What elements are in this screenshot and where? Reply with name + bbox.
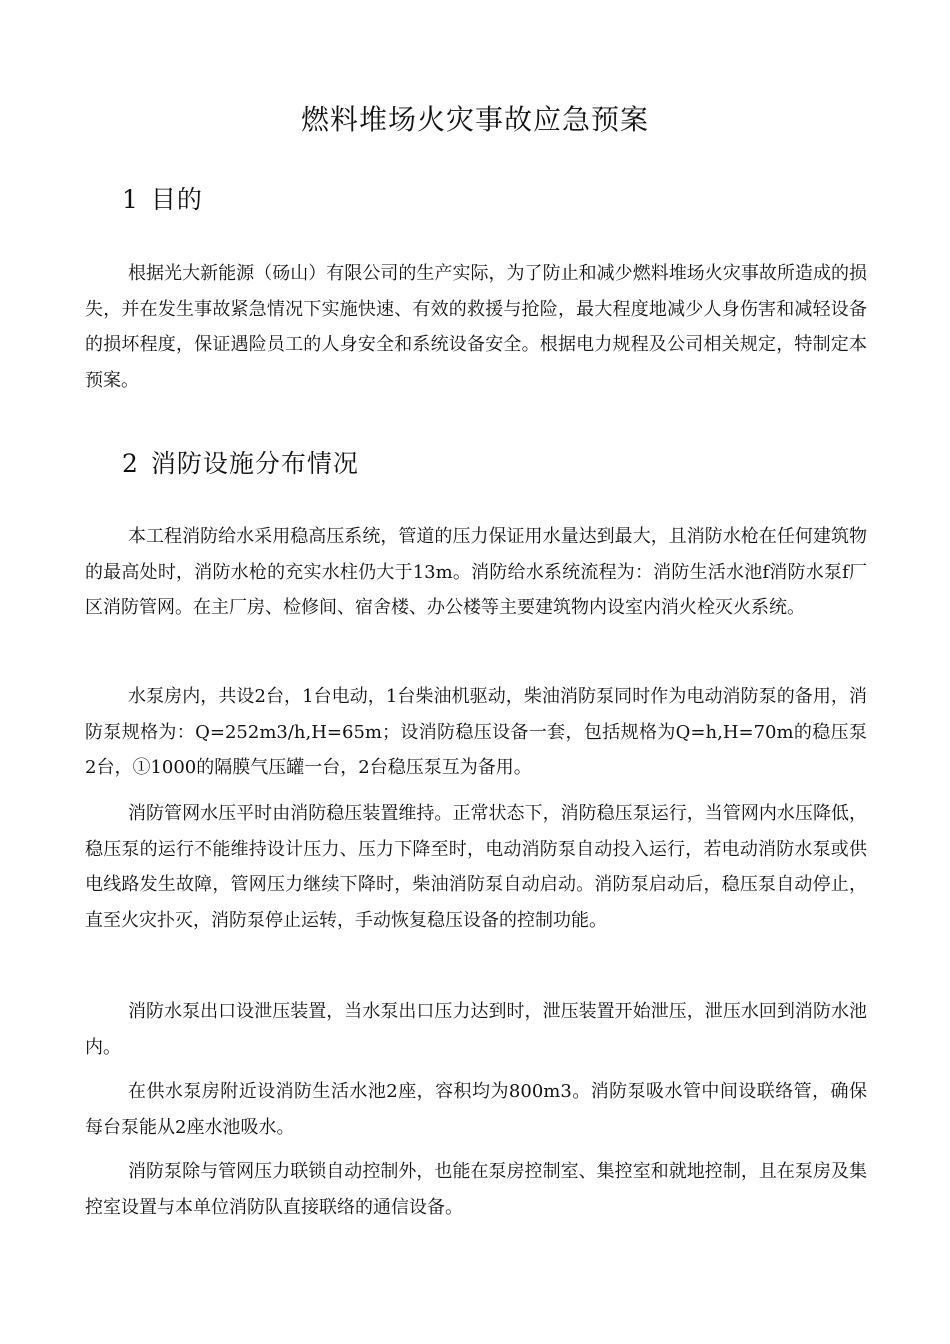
paragraph: 消防管网水压平时由消防稳压装置维持。正常状态下，消防稳压泵运行，当管网内水压降低，稳压泵的运行不能维持设计压力、压力下降至时，电动消防泵自动投入运行，若电动消防水泵或供电线路发生故障，管网压力继续下降时，柴油消防泵自动启动。消防泵启动后，稳压泵自动停止，直至火灾扑灭，消防泵停止运转，手动恢复稳压设备的控制功能。 <box>85 803 867 931</box>
section-heading-purpose <box>122 182 203 218</box>
section-heading-text: 消防设施分布情况 <box>150 449 359 478</box>
paragraph: 根据光大新能源（砀山）有限公司的生产实际，为了防止和减少燃料堆场火灾事故所造成的损失，并在发生事故紧急情况下实施快速、有效的救援与抢险，最大程度地减少人身伤害和减轻设备的损坏程度，保证遇险员工的人身安全和系统设备安全。根据电力规程及公司相关规定，特制定本预案。 <box>85 263 867 391</box>
section-heading-fire-facilities <box>122 446 359 482</box>
section-heading-text: 目的 <box>150 185 203 214</box>
paragraph: 消防泵除与管网压力联锁自动控制外，也能在泵房控制室、集控室和就地控制，且在泵房及集控室设置与本单位消防队直接联络的通信设备。 <box>85 1161 867 1218</box>
paragraph: 本工程消防给水采用稳高压系统，管道的压力保证用水量达到最大，且消防水枪在任何建筑物的最高处时，消防水枪的充实水柱仍大于13m。消防给水系统流程为：消防生活水池f消防水泵f厂区消防管网。在主厂房、检修间、宿舍楼、办公楼等主要建筑物内设室内消火栓灭火系统。 <box>85 526 867 618</box>
document-title: 燃料堆场火灾事故应急预案 <box>300 103 649 136</box>
paragraph: 在供水泵房附近设消防生活水池2座，容积均为800m3。消防泵吸水管中间设联络管，确保每台泵能从2座水池吸水。 <box>85 1081 867 1138</box>
paragraph: 消防水泵出口设泄压装置，当水泵出口压力达到时，泄压装置开始泄压，泄压水回到消防水池内。 <box>85 1001 867 1058</box>
paragraph: 水泵房内，共设2台，1台电动，1台柴油机驱动，柴油消防泵同时作为电动消防泵的备用，消防泵规格为：Q=252m3/h,H=65m；设消防稳压设备一套，包括规格为Q=h,H=70m的稳压泵2台，①1000的隔膜气压罐一台，2台稳压泵互为备用。 <box>85 686 867 778</box>
section-number: 2 <box>122 449 139 478</box>
section-number: 1 <box>122 185 139 214</box>
